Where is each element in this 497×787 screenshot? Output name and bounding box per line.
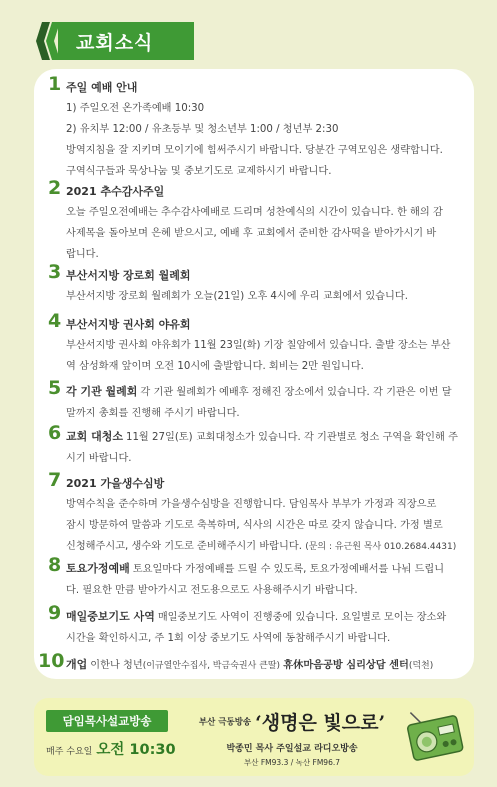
item-number: 2 [48,177,62,199]
item-title: 교회 대청소 [66,430,123,443]
business-name: 휴休마음공방 심리상담 센터 [283,660,409,671]
item-line: 신청해주시고, 생수와 기도로 준비해주시기 바랍니다. [66,541,302,552]
broadcast-banner [34,698,474,776]
news-item-10 [38,650,464,677]
news-item-7 [48,469,464,558]
item-title: 매일중보기도 사역 [66,610,155,623]
news-item-9 [48,602,464,649]
item-line: 2) 유치부 12:00 / 유초등부 및 청소년부 1:00 / 청년부 2:30 [66,124,339,135]
broadcast-info [182,708,402,768]
item-number: 1 [48,73,62,95]
item-title: 2021 추수감사주일 [66,185,165,198]
section-title: 교회소식 [58,22,194,60]
business-location: (덕천) [408,661,434,671]
item-line: 각 기관 월례회가 예배후 정해진 장소에서 있습니다. 각 기관은 이번 달 [140,387,452,398]
news-item-8 [48,554,464,601]
item-line: 시기 바랍니다. [66,453,132,464]
news-card [34,69,474,679]
item-line: 토요일마다 가정예배를 드릴 수 있도록, 토요가정예배서를 나눠 드립니 [132,564,445,575]
item-line: 부산서지방 장로회 월례회가 오늘(21일) 오후 4시에 우리 교회에서 있습니다. [66,291,408,302]
item-number: 9 [48,602,62,624]
item-number: 5 [48,377,62,399]
news-item-3 [48,261,464,307]
item-title: 토요가정예배 [66,562,130,575]
item-title: 부산서지방 장로회 월례회 [66,269,191,282]
news-item-4 [48,310,464,377]
item-number: 6 [48,422,62,444]
time-value: 오전 10:30 [96,742,176,758]
item-line: 역 삼성화재 앞이며 오전 10시에 출발합니다. 회비는 2만 원입니다. [66,361,364,372]
item-line: 사제목을 돌아보며 은혜 받으시고, 예배 후 교회에서 준비한 감사떡을 받아가시기 바 [66,228,437,239]
contact-note: (문의 : 유근원 목사 010.2684.4431) [305,542,457,552]
item-title: 주일 예배 안내 [66,81,138,94]
item-line: 구역식구들과 묵상나눔 및 중보기도로 교제하시기 바랍니다. [66,166,332,177]
item-line: 시간을 확인하시고, 주 1회 이상 중보기도 사역에 동참해주시기 바랍니다. [66,633,391,644]
item-title: 각 기관 월례회 [66,385,138,398]
item-line: 말까지 총회를 진행해 주시기 바랍니다. [66,408,240,419]
broadcast-time [46,738,176,759]
item-number: 3 [48,261,62,283]
item-title: 개업 [66,658,88,671]
news-item-1 [48,73,464,182]
radio-icon [404,706,466,768]
item-line: 1) 주일오전 온가족예배 10:30 [66,103,205,114]
section-header [36,22,186,60]
host-line: 박종민 목사 주일설교 라디오방송 [226,744,358,754]
item-title: 2021 가을생수심방 [66,477,165,490]
item-line: 부산서지방 권사회 야유회가 11월 23일(화) 기장 칠암에서 있습니다. 출발 장소는 부산 [66,340,451,351]
item-number: 4 [48,310,62,332]
item-line: 랍니다. [66,249,99,260]
item-line: 다. 필요한 만큼 받아가시고 전도용으로도 사용해주시기 바랍니다. [66,585,358,596]
item-line: 방역수칙을 준수하며 가을생수심방을 진행합니다. 담임목사 부부가 가정과 직장으로 [66,499,437,510]
item-number: 10 [38,650,65,672]
item-number: 7 [48,469,62,491]
frequency-line: 부산 FM93.3 / 녹산 FM96.7 [243,758,340,767]
station-name: 부산 극동방송 [198,717,252,728]
item-title: 부산서지방 권사회 야유회 [66,318,191,331]
item-line: 오늘 주일오전예배는 추수감사예배로 드리며 성찬예식의 시간이 있습니다. 한 해의 감 [66,207,443,218]
news-item-2 [48,177,464,265]
item-line: 방역지침을 잘 지키며 모이기에 힘써주시기 바랍니다. 당분간 구역모임은 생략합니다. [66,145,443,156]
news-item-6 [48,422,464,469]
item-line: 이한나 청년 [90,660,143,671]
item-line: 잠시 방문하여 말씀과 기도로 축복하며, 식사의 시간은 따로 갖지 않습니다. 가정 별로 [66,520,443,531]
item-paren: (이규열안수집사, 박금숙권사 큰딸) [142,661,281,671]
item-line: 매일중보기도 사역이 진행중에 있습니다. 요일별로 모이는 장소와 [157,612,447,623]
item-line: 11월 27일(토) 교회대청소가 있습니다. 각 기관별로 청소 구역을 확인해 주 [125,432,458,443]
show-title: ‘생명은 빛으로’ [255,712,386,734]
broadcast-badge: 담임목사설교방송 [46,710,168,732]
news-item-5 [48,377,464,424]
item-number: 8 [48,554,62,576]
time-label: 매주 수요일 [46,747,93,757]
